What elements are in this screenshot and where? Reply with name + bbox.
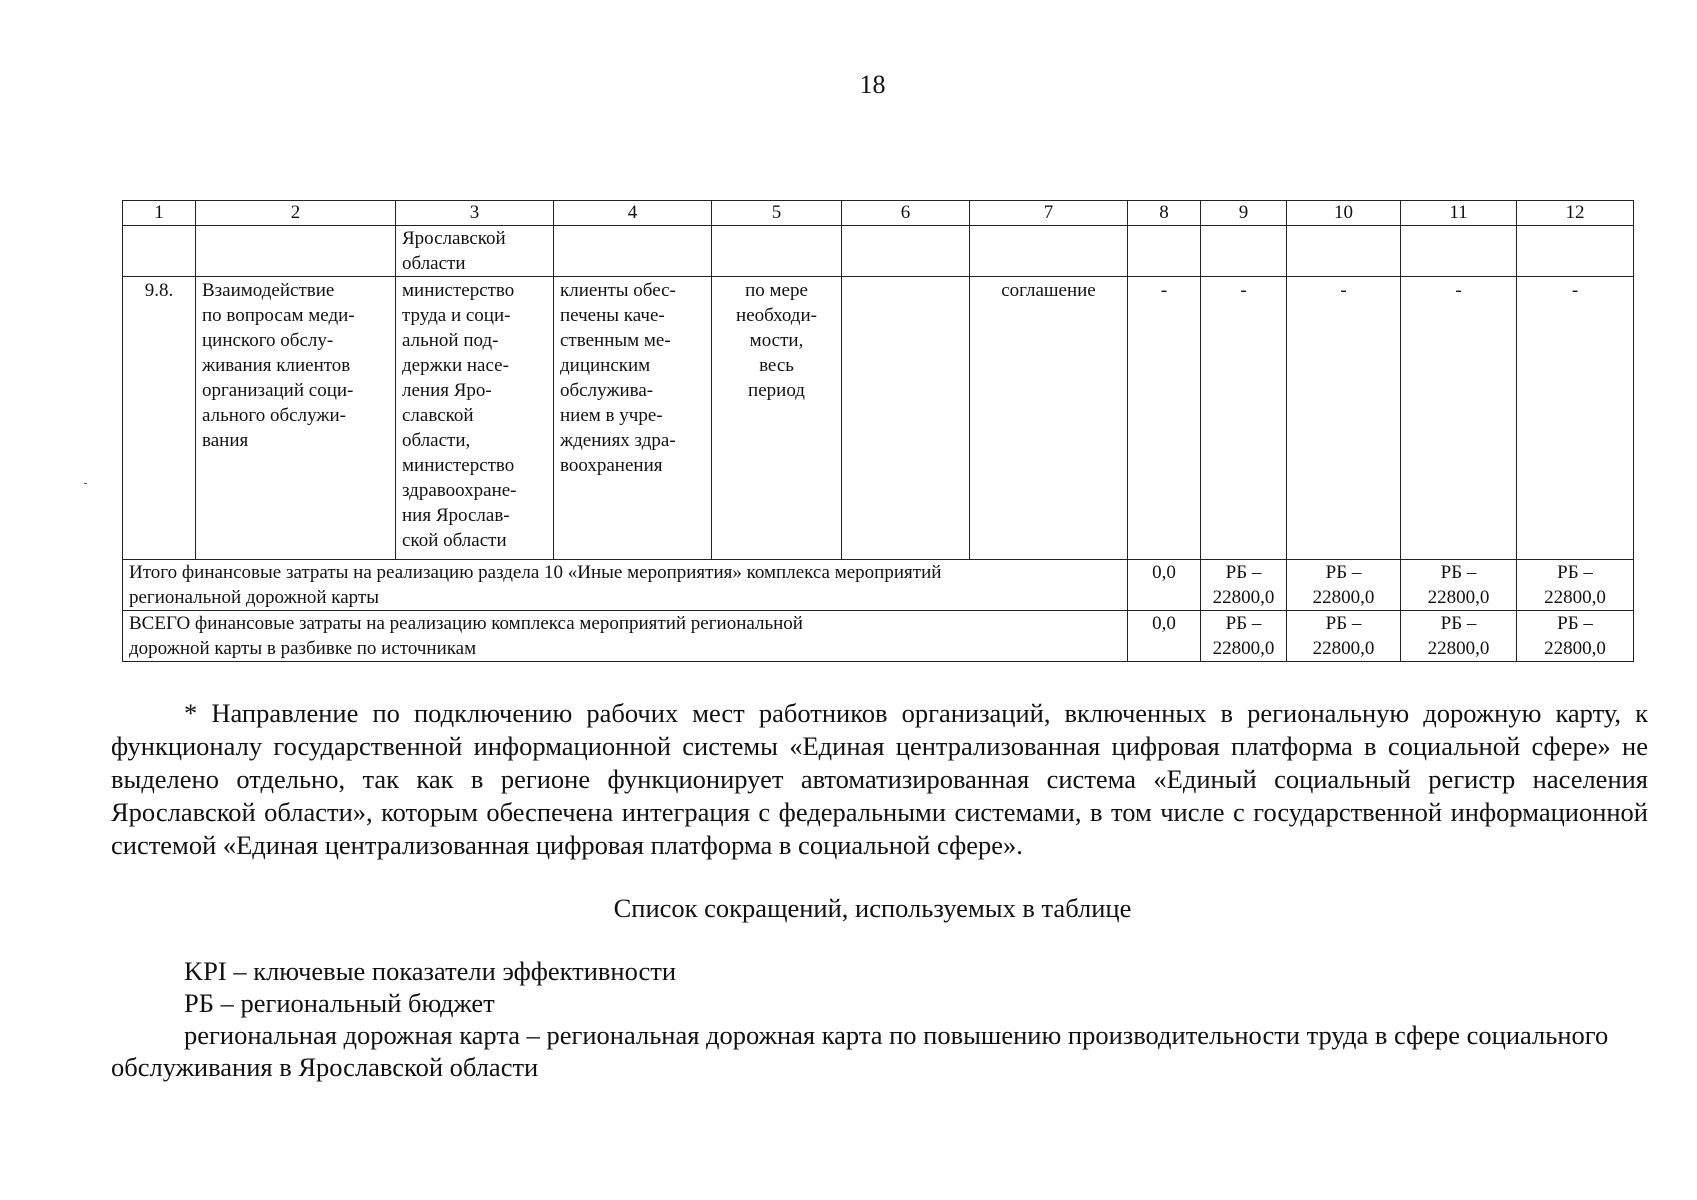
- text-line: печены каче-: [560, 305, 665, 326]
- value-cell: -: [1287, 277, 1401, 560]
- finance-value: 22800,0: [1544, 638, 1606, 659]
- finance-cell: [1287, 611, 1401, 662]
- finance-cell: [1287, 560, 1401, 611]
- header-cell: 9: [1201, 201, 1287, 226]
- finance-cell: [1401, 560, 1517, 611]
- continuation-executor-cell: [396, 226, 554, 277]
- value-cell: -: [1201, 277, 1287, 560]
- header-cell: 12: [1517, 201, 1634, 226]
- text-line: мости,: [749, 330, 804, 351]
- header-cell: 5: [712, 201, 842, 226]
- finance-value: 22800,0: [1212, 638, 1275, 659]
- scan-mark: [84, 483, 87, 484]
- finance-source: РБ –: [1225, 613, 1262, 634]
- text-line: славской: [402, 405, 474, 426]
- header-cell: 4: [554, 201, 712, 226]
- text-line: области: [402, 253, 466, 274]
- text-line: Ярославской: [402, 228, 506, 249]
- indicator-cell: [842, 277, 970, 560]
- footnote-paragraph: * Направление по подключению рабочих мест работников организаций, включенных в региональную дорожную карту, к функционалу государственной информационной системы «Единая централизованная цифровая платформа в социальной сфере» не выделено отдельно, так как в регионе функционирует автоматизированная система «Единый социальный регистр населения Ярославской области», которым обеспечена интеграция с федеральными системами, в том числе с государственной информационной системой «Единая централизованная цифровая платформа в социальной сфере».: [111, 698, 1648, 860]
- text-line: вания: [202, 430, 249, 451]
- text-line: ВСЕГО финансовые затраты на реализацию комплекса мероприятий региональной: [129, 613, 803, 634]
- text-line: нием в учре-: [560, 405, 663, 426]
- continuation-row: [123, 226, 1634, 277]
- text-line: Взаимодействие: [202, 280, 335, 301]
- text-line: области,: [402, 430, 471, 451]
- finance-source: РБ –: [1557, 613, 1593, 634]
- header-cell: 11: [1401, 201, 1517, 226]
- finance-cell: [1201, 560, 1287, 611]
- total-label-cell: [123, 560, 1128, 611]
- header-cell: 7: [970, 201, 1128, 226]
- value-cell: -: [1128, 277, 1201, 560]
- value-cell: -: [1517, 277, 1634, 560]
- abbreviation-item: KPI – ключевые показатели эффективности: [184, 956, 677, 986]
- value-cell: -: [1401, 277, 1517, 560]
- finance-cell: [1517, 560, 1634, 611]
- table-row: [123, 277, 1634, 560]
- finance-source: РБ –: [1325, 562, 1362, 583]
- text-line: по вопросам меди-: [202, 305, 355, 326]
- total-label-cell: [123, 611, 1128, 662]
- text-line: период: [748, 380, 805, 401]
- text-line: клиенты обес-: [560, 280, 676, 301]
- finance-source: РБ –: [1557, 562, 1593, 583]
- text-line: региональной дорожной карты: [129, 587, 379, 608]
- text-line: необходи-: [736, 305, 817, 326]
- header-cell: 1: [123, 201, 196, 226]
- grand-total-row: [123, 611, 1634, 662]
- finance-source: РБ –: [1325, 613, 1362, 634]
- finance-value: 22800,0: [1544, 587, 1606, 608]
- text-line: ждениях здра-: [560, 430, 676, 451]
- finance-value: 22800,0: [1212, 587, 1275, 608]
- header-cell: 6: [842, 201, 970, 226]
- abbreviation-item: РБ – региональный бюджет: [184, 988, 495, 1018]
- text-line: министерство: [402, 280, 515, 301]
- text-line: ской области: [402, 530, 507, 551]
- text-line: воохранения: [560, 455, 663, 476]
- finance-cell: [1201, 611, 1287, 662]
- finance-cell: [1401, 611, 1517, 662]
- abbreviations-title: Список сокращений, используемых в таблице: [613, 893, 1132, 923]
- finance-source: РБ –: [1225, 562, 1262, 583]
- text-line: по мере: [745, 280, 808, 301]
- finance-source: РБ –: [1440, 562, 1477, 583]
- finance-value: 22800,0: [1312, 638, 1375, 659]
- text-line: ственным ме-: [560, 330, 671, 351]
- text-line: живания клиентов: [202, 355, 351, 376]
- document-cell: соглашение: [970, 277, 1128, 560]
- text-line: министерство: [402, 455, 515, 476]
- finance-value: 22800,0: [1427, 638, 1490, 659]
- text-line: дицинским: [560, 355, 651, 376]
- period-cell: [712, 277, 842, 560]
- text-line: весь: [759, 355, 794, 376]
- executor-cell: [396, 277, 554, 560]
- text-line: дорожной карты в разбивке по источникам: [129, 638, 477, 659]
- page-number: 18: [859, 70, 886, 99]
- finance-value: 22800,0: [1427, 587, 1490, 608]
- header-cell: 8: [1128, 201, 1201, 226]
- row-number-cell: 9.8.: [123, 277, 196, 560]
- text-line: цинского обслу-: [202, 330, 334, 351]
- roadmap-table: [122, 200, 1634, 662]
- measure-name-cell: [196, 277, 396, 560]
- finance-cell: [1517, 611, 1634, 662]
- abbreviation-item: региональная дорожная карта – региональная дорожная карта по повышению производительности труда в сфере социального обслуживания в Ярославской области: [111, 1020, 1609, 1082]
- section-total-row: [123, 560, 1634, 611]
- text-line: ния Ярослав-: [402, 505, 510, 526]
- abbreviations-list: [111, 955, 1648, 1083]
- text-line: труда и соци-: [402, 305, 511, 326]
- text-line: альной под-: [402, 330, 499, 351]
- text-line: Итого финансовые затраты на реализацию раздела 10 «Иные мероприятия» комплекса мероприятий: [129, 562, 942, 583]
- header-cell: 3: [396, 201, 554, 226]
- header-cell: 10: [1287, 201, 1401, 226]
- total-value-cell: 0,0: [1128, 560, 1201, 611]
- total-value-cell: 0,0: [1128, 611, 1201, 662]
- text-line: держки насе-: [402, 355, 509, 376]
- header-cell: 2: [196, 201, 396, 226]
- text-line: здравоохране-: [402, 480, 517, 501]
- text-line: обслужива-: [560, 380, 654, 401]
- text-line: ления Яро-: [402, 380, 492, 401]
- result-cell: [554, 277, 712, 560]
- header-row: [123, 201, 1634, 226]
- finance-source: РБ –: [1440, 613, 1477, 634]
- text-line: организаций соци-: [202, 380, 354, 401]
- finance-value: 22800,0: [1312, 587, 1375, 608]
- text-line: ального обслужи-: [202, 405, 346, 426]
